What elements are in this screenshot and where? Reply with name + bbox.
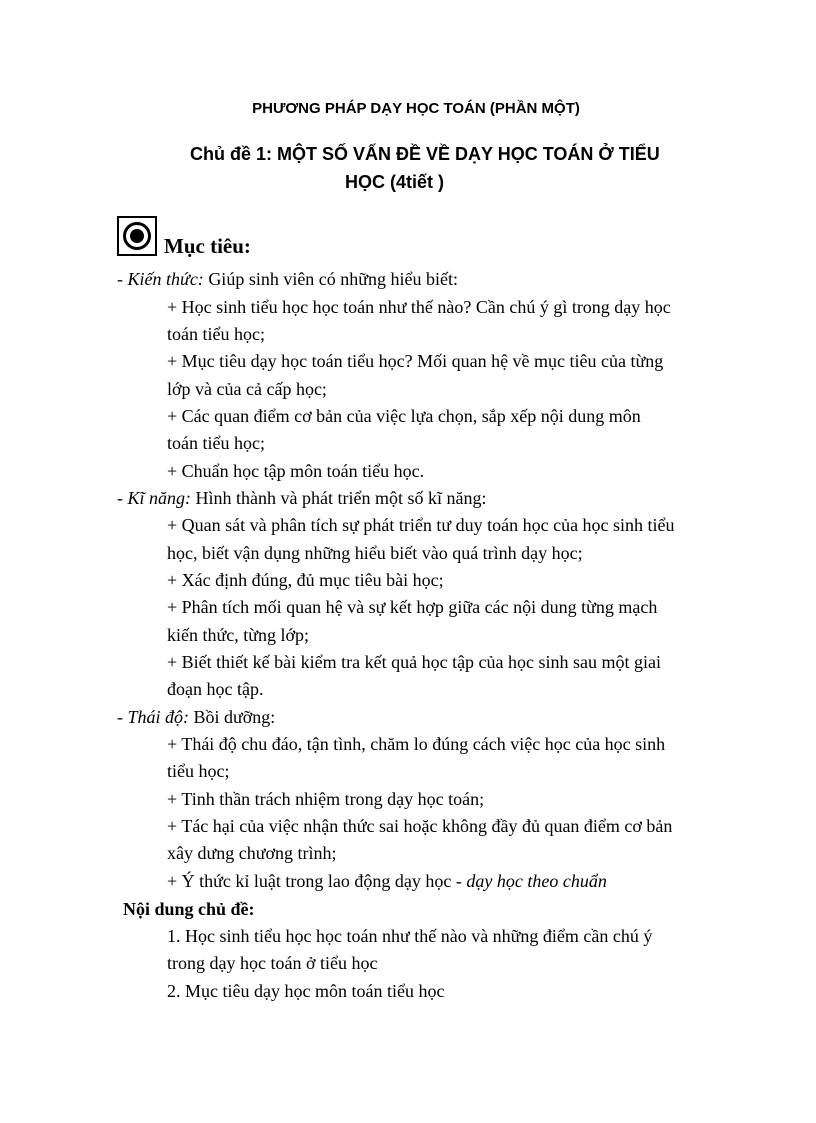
skills-line: + Quan sát và phân tích sự phát triển tư duy toán học của học sinh tiểu xyxy=(167,515,675,535)
knowledge-intro: - Kiến thức: Giúp sinh viên có những hiểu biết: xyxy=(117,269,459,289)
skills-label: Kĩ năng: xyxy=(127,488,192,508)
skills-line: học, biết vận dụng những hiểu biết vào quá trình dạy học; xyxy=(167,543,583,563)
knowledge-line: + Học sinh tiểu học học toán như thế nào? Cần chú ý gì trong dạy học xyxy=(167,297,671,317)
attitude-line: + Tinh thần trách nhiệm trong dạy học toán; xyxy=(167,789,485,809)
document-title: PHƯƠNG PHÁP DẠY HỌC TOÁN (PHẦN MỘT) xyxy=(252,100,580,117)
attitude-last-line-italic: dạy học theo chuẩn xyxy=(466,871,607,891)
attitude-line: + Thái độ chu đáo, tận tình, chăm lo đúng cách việc học của học sinh xyxy=(167,734,666,754)
attitude-last-line xyxy=(167,870,607,892)
content-line: 2. Mục tiêu dạy học môn toán tiểu học xyxy=(167,981,445,1001)
knowledge-label: Kiến thức: xyxy=(127,269,204,289)
skills-intro-text: Hình thành và phát triển một số kĩ năng: xyxy=(191,488,487,508)
target-icon xyxy=(117,216,157,256)
skills-intro: - Kĩ năng: Hình thành và phát triển một số kĩ năng: xyxy=(117,488,487,508)
content-heading: Nội dung chủ đề: xyxy=(123,899,255,919)
attitude-line: tiểu học; xyxy=(167,761,230,781)
attitude-intro-text: Bồi dưỡng: xyxy=(189,707,276,727)
knowledge-intro-text: Giúp sinh viên có những hiểu biết: xyxy=(203,269,459,289)
skills-line: + Phân tích mối quan hệ và sự kết hợp giữa các nội dung từng mạch xyxy=(167,597,658,617)
content-line: trong dạy học toán ở tiểu học xyxy=(167,953,378,973)
knowledge-line: toán tiểu học; xyxy=(167,433,265,453)
attitude-line: xây dưng chương trình; xyxy=(167,843,337,863)
topic-title-line-1: Chủ đề 1: MỘT SỐ VẤN ĐỀ VỀ DẠY HỌC TOÁN Ở TIỂU xyxy=(190,144,660,164)
knowledge-line: toán tiểu học; xyxy=(167,324,265,344)
skills-line: + Xác định đúng, đủ mục tiêu bài học; xyxy=(167,570,444,590)
target-dot xyxy=(130,229,144,243)
skills-line: kiến thức, từng lớp; xyxy=(167,625,310,645)
attitude-line: + Tác hại của việc nhận thức sai hoặc không đầy đủ quan điểm cơ bản xyxy=(167,816,673,836)
knowledge-line: lớp và của cả cấp học; xyxy=(167,379,327,399)
attitude-intro: - Thái độ: Bồi dưỡng: xyxy=(117,707,276,727)
skills-line: đoạn học tập. xyxy=(167,679,264,699)
knowledge-line: + Chuẩn học tập môn toán tiểu học. xyxy=(167,461,425,481)
attitude-label: Thái độ: xyxy=(127,707,190,727)
knowledge-line: + Mục tiêu dạy học toán tiểu học? Mối quan hệ về mục tiêu của từng xyxy=(167,351,664,371)
content-line: 1. Học sinh tiểu học học toán như thế nào và những điểm cần chú ý xyxy=(167,926,653,946)
attitude-last-line-text: + Ý thức kỉ luật trong lao động dạy học - xyxy=(167,871,467,891)
topic-title-line-2: HỌC (4tiết ) xyxy=(345,172,444,192)
objectives-heading: Mục tiêu: xyxy=(164,234,251,258)
knowledge-line: + Các quan điểm cơ bản của việc lựa chọn, sắp xếp nội dung môn xyxy=(167,406,641,426)
skills-line: + Biết thiết kế bài kiểm tra kết quả học tập của học sinh sau một giai xyxy=(167,652,662,672)
